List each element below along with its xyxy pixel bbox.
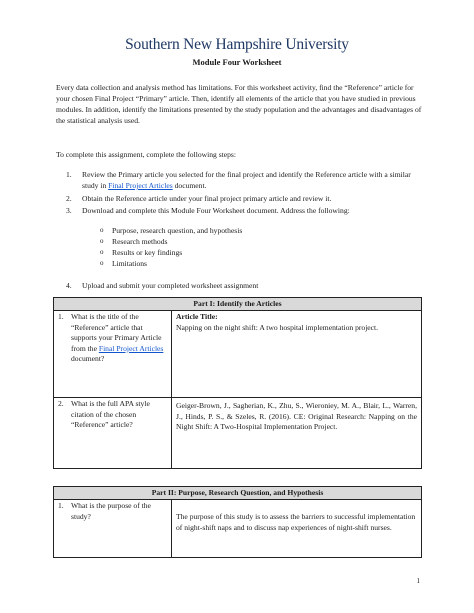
question-cell	[54, 500, 172, 558]
step-number: 4.	[66, 281, 72, 290]
document-page: Southern New Hampshire University Module Four Worksheet Every data collection and analysis method has limitations. For this worksheet activity, find the “Reference” article for your chosen Final Project “Primary” article. Then, identify all elements of the article that you have studied in previous modules. In addition, identify the limitations presented by the study population and the advantages and disadvantages of the statistical analysis used. To complete this assignment, complete the following steps: 1. Review the Primary article you selected for the final project and identify the Reference article with a similar study in Final Project Articles document. 2. Obtain the Reference article under your final project primary article and review it. 3. Download and complete this Module Four Worksheet document. Address the following: o Purpose, research question, and hypothesis o Research methods o Results or key findings o Limitations 4. Upload and submit your completed worksheet assignment Part I: Identify the Articles 1. What is the title of the “Reference” article that supports your Primary Article from the Final Project Articles document? Article Title: Napping on the night shift: A two hospital implementation project. 2. What is the full APA style citation of the chosen “Reference” article? Geiger-Brown, J., Sagherian, K., Zhu, S., Wieroniey, M. A., Blair, L., Warren, J., Hinds, P. S., & Szeles, R. (2016). CE: Original Research: Napping on the Night Shift: A Two-Hospital Implementation Project. Part II: Purpose, Research Question, and Hypothesis 1. What is the purpose of the study? The purpose of this study is to assess the barriers to successful implementation of night-shift naps and to discuss nap experiences of night-shift nurses. 1	[0, 0, 474, 613]
table-row	[54, 500, 422, 558]
question-cell	[54, 398, 172, 469]
part1-table	[53, 297, 422, 469]
step-number: 1.	[66, 170, 72, 179]
question-number: 2.	[58, 399, 64, 408]
table-row	[54, 311, 422, 398]
page-number: 1	[416, 577, 420, 585]
bullet-icon: o	[100, 259, 104, 267]
step-text: Download and complete this Module Four Worksheet document. Address the following:	[82, 206, 350, 215]
table-row	[54, 398, 422, 469]
page-title: Module Four Worksheet	[192, 57, 282, 67]
question-text: What is the full APA style citation of the chosen “Reference” article?	[71, 399, 150, 430]
step-text	[82, 169, 426, 191]
answer-label: Article Title:	[176, 312, 218, 321]
answer-text: The purpose of this study is to assess the barriers to successful implementation of night-shift naps and to discuss nap experiences of night-shift nurses.	[176, 512, 416, 532]
part2-table	[53, 486, 422, 558]
part1-heading: Part I: Identify the Articles	[54, 298, 422, 311]
answer-cell[interactable]	[172, 398, 422, 469]
intro-paragraph: Every data collection and analysis method has limitations. For this worksheet activity, find the “Reference” article for your chosen Final Project “Primary” article. Then, identify all elements of the article that you have studied in previous modules. In addition, identify the limitations presented by the study population and the advantages and disadvantages of the statistical analysis used.	[56, 83, 422, 126]
bullet-icon: o	[100, 248, 104, 256]
step-number: 3.	[66, 206, 72, 215]
step-text: Upload and submit your completed worksheet assignment	[82, 281, 259, 290]
part2-heading: Part II: Purpose, Research Question, and Hypothesis	[54, 487, 422, 500]
final-project-articles-link[interactable]: Final Project Articles	[108, 181, 173, 190]
answer-text: Napping on the night shift: A two hospital implementation project.	[176, 322, 379, 332]
steps-lead: To complete this assignment, complete the following steps:	[56, 150, 236, 159]
bullet-icon: o	[100, 237, 104, 245]
question-text: What is the title of the “Reference” article that supports your Primary Article from the Final Project Articles document?	[71, 312, 164, 364]
answer-text: Geiger-Brown, J., Sagherian, K., Zhu, S., Wieroniey, M. A., Blair, L., Warren, J., Hinds, P. S., & Szeles, R. (2016). CE: Original Research: Napping on the Night Shift: A Two-Hospital Implementation Project.	[176, 401, 417, 432]
question-cell	[54, 311, 172, 398]
step-text-after: document.	[172, 181, 207, 190]
step-text: Obtain the Reference article under your final project primary article and review it.	[82, 194, 332, 203]
answer-cell[interactable]	[172, 500, 422, 558]
university-logo: Southern New Hampshire University	[125, 36, 349, 53]
question-number: 1.	[58, 501, 64, 510]
question-text: What is the purpose of the study?	[71, 501, 151, 521]
step-text-before: Review the Primary article you selected for the final project and identify the Reference article with a similar study in	[82, 170, 411, 190]
question-number: 1.	[58, 312, 64, 321]
bullet-icon: o	[100, 226, 104, 234]
final-project-articles-link[interactable]: Final Project Articles	[98, 343, 164, 353]
step-number: 2.	[66, 194, 72, 203]
answer-cell[interactable]	[172, 311, 422, 398]
